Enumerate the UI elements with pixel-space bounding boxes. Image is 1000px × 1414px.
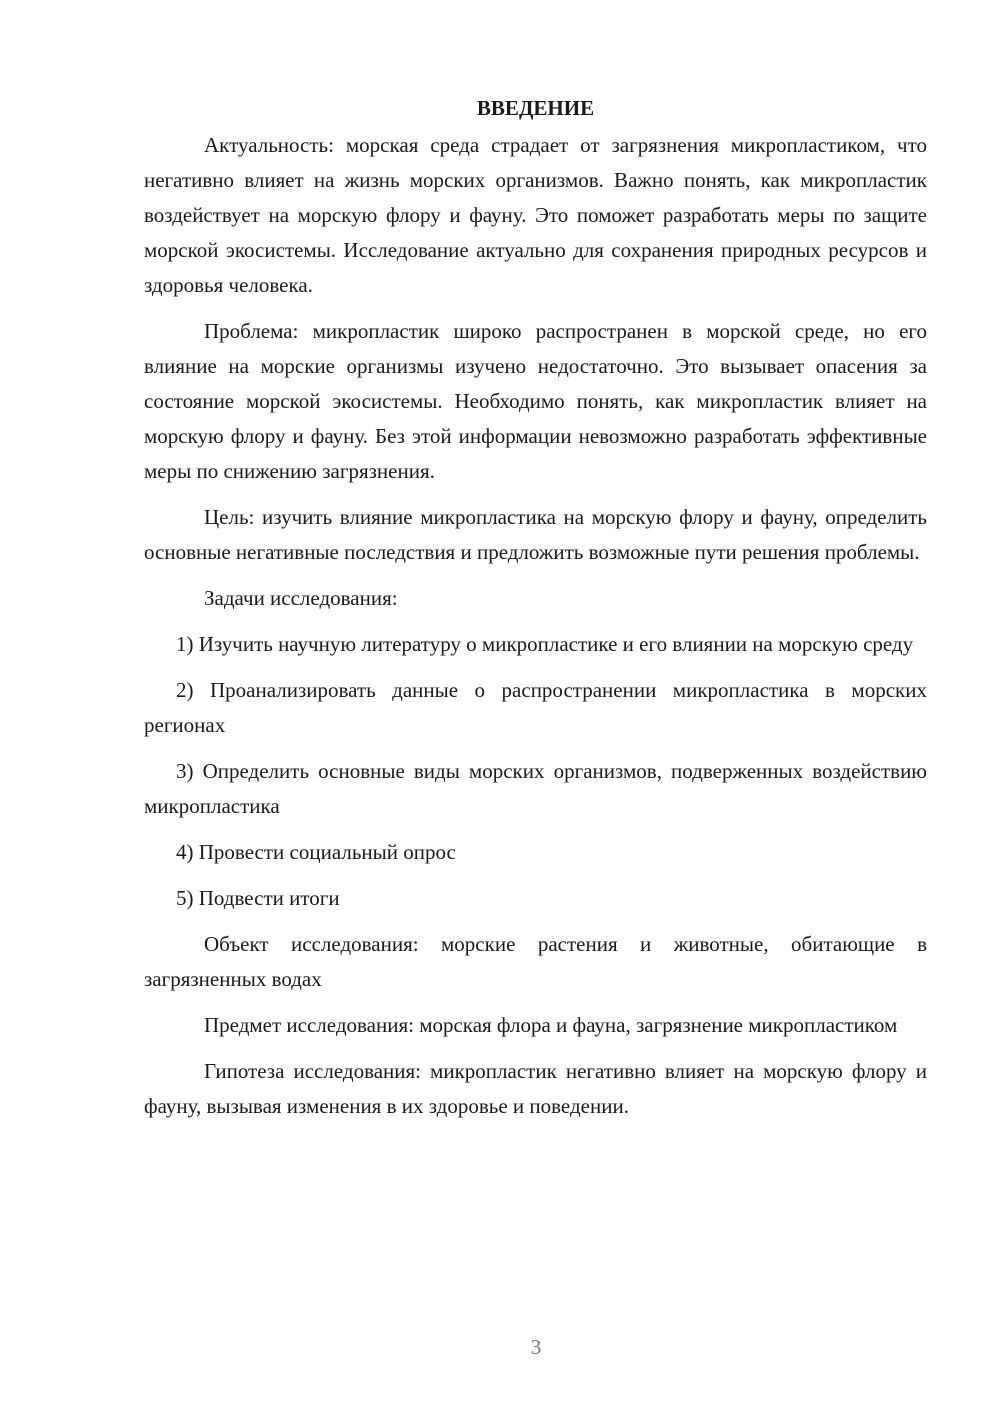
page-title: ВВЕДЕНИЕ bbox=[476, 96, 595, 120]
goal-paragraph: Цель: изучить влияние микропластика на морскую флору и фауну, определить основные негативные последствия и предложить возможные пути решения проблемы. bbox=[144, 505, 927, 564]
task-item: 1) Изучить научную литературу о микропластике и его влиянии на морскую среду bbox=[176, 632, 914, 656]
task-item: 5) Подвести итоги bbox=[176, 886, 340, 910]
task-item: 4) Провести социальный опрос bbox=[176, 840, 456, 864]
page-number: 3 bbox=[530, 1335, 542, 1359]
task-item: 3) Определить основные виды морских организмов, подверженных воздействию микропластика bbox=[144, 759, 927, 818]
relevance-paragraph: Актуальность: морская среда страдает от загрязнения микропластиком, что негативно влияет на жизнь морских организмов. Важно понять, как микропластик воздействует на морскую флору и фауну. Это поможет разработать меры по защите морской экосистемы. Исследование актуально для сохранения природных ресурсов и здоровья человека. bbox=[144, 133, 927, 297]
page-body bbox=[144, 91, 927, 1135]
tasks-heading: Задачи исследования: bbox=[204, 586, 398, 610]
subject-paragraph: Предмет исследования: морская флора и фауна, загрязнение микропластиком bbox=[204, 1013, 898, 1037]
object-paragraph: Объект исследования: морские растения и животные, обитающие в загрязненных водах bbox=[144, 932, 927, 991]
hypothesis-paragraph: Гипотеза исследования: микропластик негативно влияет на морскую флору и фауну, вызывая изменения в их здоровье и поведении. bbox=[144, 1059, 927, 1118]
task-item: 2) Проанализировать данные о распространении микропластика в морских регионах bbox=[144, 678, 927, 737]
problem-paragraph: Проблема: микропластик широко распространен в морской среде, но его влияние на морские организмы изучено недостаточно. Это вызывает опасения за состояние морской экосистемы. Необходимо понять, как микропластик влияет на морскую флору и фауну. Без этой информации невозможно разработать эффективные меры по снижению загрязнения. bbox=[144, 319, 927, 483]
